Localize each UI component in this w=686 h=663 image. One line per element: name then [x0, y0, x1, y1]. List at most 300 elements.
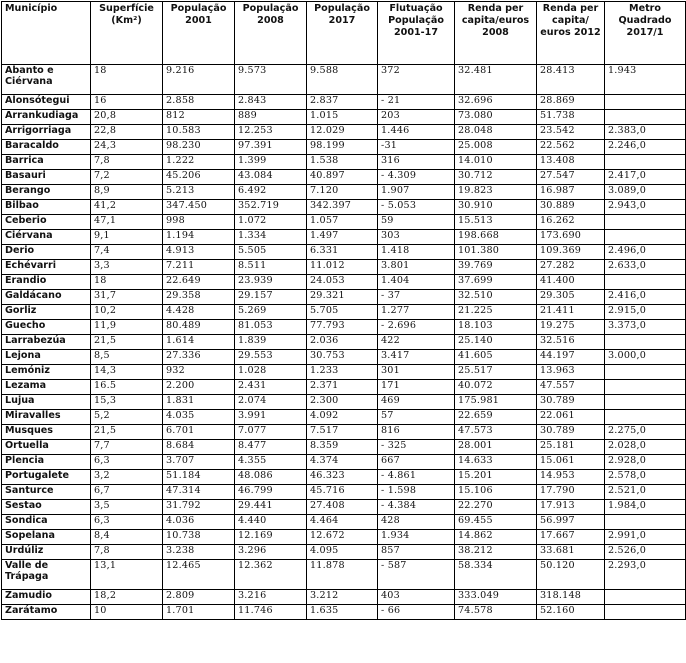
populacao-2008-cell: 81.053	[235, 320, 307, 335]
metro-quadrado-cell: 2.526,0	[605, 545, 686, 560]
populacao-2008-cell: 43.084	[235, 170, 307, 185]
flutuacao-cell: 667	[378, 455, 455, 470]
renda-2008-cell: 19.823	[455, 185, 537, 200]
municipio-cell: Alonsótegui	[2, 95, 91, 110]
populacao-2008-cell: 4.440	[235, 515, 307, 530]
superficie-cell: 8,5	[91, 350, 163, 365]
metro-quadrado-cell: 2.943,0	[605, 200, 686, 215]
flutuacao-cell: 3.417	[378, 350, 455, 365]
populacao-2017-cell: 6.331	[307, 245, 378, 260]
table-row	[2, 410, 686, 425]
municipio-cell: Plencia	[2, 455, 91, 470]
renda-2008-cell: 47.573	[455, 425, 537, 440]
renda-2008-cell: 101.380	[455, 245, 537, 260]
renda-2008-cell: 198.668	[455, 230, 537, 245]
header-superficie: Superfície (Km²)	[91, 2, 163, 65]
populacao-2001-cell: 4.035	[163, 410, 235, 425]
superficie-cell: 47,1	[91, 215, 163, 230]
populacao-2001-cell: 27.336	[163, 350, 235, 365]
populacao-2017-cell: 1.057	[307, 215, 378, 230]
superficie-cell: 6,3	[91, 515, 163, 530]
table-row	[2, 590, 686, 605]
superficie-cell: 16.5	[91, 380, 163, 395]
populacao-2008-cell: 3.991	[235, 410, 307, 425]
renda-2008-cell: 25.008	[455, 140, 537, 155]
renda-2012-cell: 14.953	[537, 470, 605, 485]
table-row	[2, 500, 686, 515]
renda-2012-cell: 50.120	[537, 560, 605, 590]
flutuacao-cell: 857	[378, 545, 455, 560]
superficie-cell: 8,9	[91, 185, 163, 200]
populacao-2008-cell: 889	[235, 110, 307, 125]
metro-quadrado-cell: 3.089,0	[605, 185, 686, 200]
renda-2012-cell: 318.148	[537, 590, 605, 605]
renda-2008-cell: 14.010	[455, 155, 537, 170]
municipio-cell: Barrica	[2, 155, 91, 170]
municipio-cell: Sondica	[2, 515, 91, 530]
populacao-2017-cell: 12.672	[307, 530, 378, 545]
populacao-2008-cell: 2.074	[235, 395, 307, 410]
table-row	[2, 245, 686, 260]
municipio-cell: Ceberio	[2, 215, 91, 230]
populacao-2001-cell: 2.200	[163, 380, 235, 395]
municipio-cell: Lujua	[2, 395, 91, 410]
table-row	[2, 605, 686, 620]
flutuacao-cell: 1.418	[378, 245, 455, 260]
municipio-cell: Lezama	[2, 380, 91, 395]
populacao-2008-cell: 29.553	[235, 350, 307, 365]
renda-2008-cell: 14.862	[455, 530, 537, 545]
table-row	[2, 485, 686, 500]
renda-2008-cell: 40.072	[455, 380, 537, 395]
renda-2008-cell: 73.080	[455, 110, 537, 125]
flutuacao-cell: 1.277	[378, 305, 455, 320]
renda-2012-cell: 28.869	[537, 95, 605, 110]
superficie-cell: 7,8	[91, 155, 163, 170]
renda-2012-cell: 17.790	[537, 485, 605, 500]
renda-2008-cell: 32.481	[455, 65, 537, 95]
renda-2012-cell: 52.160	[537, 605, 605, 620]
superficie-cell: 9,1	[91, 230, 163, 245]
metro-quadrado-cell: 2.991,0	[605, 530, 686, 545]
populacao-2001-cell: 98.230	[163, 140, 235, 155]
flutuacao-cell: 403	[378, 590, 455, 605]
table-row	[2, 455, 686, 470]
populacao-2001-cell: 1.831	[163, 395, 235, 410]
populacao-2017-cell: 8.359	[307, 440, 378, 455]
renda-2008-cell: 15.201	[455, 470, 537, 485]
flutuacao-cell: 1.907	[378, 185, 455, 200]
populacao-2001-cell: 4.428	[163, 305, 235, 320]
populacao-2017-cell: 4.464	[307, 515, 378, 530]
populacao-2001-cell: 812	[163, 110, 235, 125]
flutuacao-cell: 1.446	[378, 125, 455, 140]
populacao-2017-cell: 7.120	[307, 185, 378, 200]
metro-quadrado-cell: 2.293,0	[605, 560, 686, 590]
populacao-2008-cell: 1.399	[235, 155, 307, 170]
table-row	[2, 200, 686, 215]
metro-quadrado-cell	[605, 380, 686, 395]
populacao-2017-cell: 98.199	[307, 140, 378, 155]
renda-2008-cell: 15.106	[455, 485, 537, 500]
renda-2008-cell: 30.910	[455, 200, 537, 215]
metro-quadrado-cell: 2.521,0	[605, 485, 686, 500]
header-metro-quadrado: Metro Quadrado 2017/1	[605, 2, 686, 65]
populacao-2001-cell: 1.701	[163, 605, 235, 620]
flutuacao-cell: - 5.053	[378, 200, 455, 215]
renda-2008-cell: 32.696	[455, 95, 537, 110]
renda-2012-cell: 25.181	[537, 440, 605, 455]
metro-quadrado-cell: 2.417,0	[605, 170, 686, 185]
metro-quadrado-cell: 2.633,0	[605, 260, 686, 275]
metro-quadrado-cell: 3.000,0	[605, 350, 686, 365]
renda-2012-cell: 28.413	[537, 65, 605, 95]
superficie-cell: 3,2	[91, 470, 163, 485]
metro-quadrado-cell: 2.578,0	[605, 470, 686, 485]
header-flutuacao: Flutuação População 2001-17	[378, 2, 455, 65]
table-row	[2, 65, 686, 95]
table-row	[2, 395, 686, 410]
metro-quadrado-cell	[605, 605, 686, 620]
populacao-2008-cell: 5.505	[235, 245, 307, 260]
populacao-2017-cell: 1.233	[307, 365, 378, 380]
populacao-2008-cell: 6.492	[235, 185, 307, 200]
municipio-cell: Baracaldo	[2, 140, 91, 155]
table-row	[2, 185, 686, 200]
populacao-2001-cell: 6.701	[163, 425, 235, 440]
metro-quadrado-cell	[605, 110, 686, 125]
table-row	[2, 320, 686, 335]
flutuacao-cell: 1.934	[378, 530, 455, 545]
table-row	[2, 365, 686, 380]
superficie-cell: 6,3	[91, 455, 163, 470]
renda-2012-cell: 173.690	[537, 230, 605, 245]
superficie-cell: 22,8	[91, 125, 163, 140]
populacao-2008-cell: 1.072	[235, 215, 307, 230]
header-renda-2012: Renda per capita/ euros 2012	[537, 2, 605, 65]
flutuacao-cell: 59	[378, 215, 455, 230]
header-populacao-2001: População 2001	[163, 2, 235, 65]
populacao-2008-cell: 8.477	[235, 440, 307, 455]
municipio-cell: Sestao	[2, 500, 91, 515]
municipio-cell: Echévarri	[2, 260, 91, 275]
populacao-2017-cell: 3.212	[307, 590, 378, 605]
populacao-2001-cell: 932	[163, 365, 235, 380]
populacao-2008-cell: 1.028	[235, 365, 307, 380]
superficie-cell: 15,3	[91, 395, 163, 410]
superficie-cell: 14,3	[91, 365, 163, 380]
superficie-cell: 31,7	[91, 290, 163, 305]
populacao-2017-cell: 1.538	[307, 155, 378, 170]
metro-quadrado-cell	[605, 95, 686, 110]
header-populacao-2008: População 2008	[235, 2, 307, 65]
populacao-2008-cell: 1.334	[235, 230, 307, 245]
populacao-2017-cell: 11.878	[307, 560, 378, 590]
populacao-2017-cell: 46.323	[307, 470, 378, 485]
table-row	[2, 350, 686, 365]
renda-2012-cell: 19.275	[537, 320, 605, 335]
municipio-cell: Portugalete	[2, 470, 91, 485]
populacao-2001-cell: 1.194	[163, 230, 235, 245]
populacao-2008-cell: 2.843	[235, 95, 307, 110]
renda-2012-cell: 33.681	[537, 545, 605, 560]
populacao-2017-cell: 1.497	[307, 230, 378, 245]
municipio-cell: Valle de Trápaga	[2, 560, 91, 590]
metro-quadrado-cell: 2.028,0	[605, 440, 686, 455]
renda-2012-cell: 16.262	[537, 215, 605, 230]
populacao-2017-cell: 27.408	[307, 500, 378, 515]
populacao-2017-cell: 4.092	[307, 410, 378, 425]
renda-2012-cell: 23.542	[537, 125, 605, 140]
municipio-cell: Miravalles	[2, 410, 91, 425]
table-row	[2, 335, 686, 350]
metro-quadrado-cell	[605, 215, 686, 230]
table-row	[2, 215, 686, 230]
superficie-cell: 7,4	[91, 245, 163, 260]
table-row	[2, 170, 686, 185]
flutuacao-cell: - 325	[378, 440, 455, 455]
populacao-2017-cell: 1.015	[307, 110, 378, 125]
populacao-2008-cell: 12.253	[235, 125, 307, 140]
renda-2012-cell: 21.411	[537, 305, 605, 320]
municipality-data-table	[1, 1, 686, 620]
populacao-2001-cell: 347.450	[163, 200, 235, 215]
superficie-cell: 16	[91, 95, 163, 110]
table-row	[2, 530, 686, 545]
superficie-cell: 7,8	[91, 545, 163, 560]
populacao-2001-cell: 22.649	[163, 275, 235, 290]
flutuacao-cell: 469	[378, 395, 455, 410]
populacao-2008-cell: 29.441	[235, 500, 307, 515]
superficie-cell: 41,2	[91, 200, 163, 215]
municipio-cell: Gorliz	[2, 305, 91, 320]
metro-quadrado-cell	[605, 275, 686, 290]
table-row	[2, 140, 686, 155]
renda-2012-cell: 22.562	[537, 140, 605, 155]
populacao-2001-cell: 47.314	[163, 485, 235, 500]
renda-2008-cell: 32.510	[455, 290, 537, 305]
populacao-2008-cell: 12.169	[235, 530, 307, 545]
populacao-2001-cell: 2.809	[163, 590, 235, 605]
flutuacao-cell: - 66	[378, 605, 455, 620]
table-row	[2, 545, 686, 560]
populacao-2008-cell: 3.216	[235, 590, 307, 605]
flutuacao-cell: 303	[378, 230, 455, 245]
renda-2012-cell: 30.889	[537, 200, 605, 215]
table-row	[2, 440, 686, 455]
flutuacao-cell: 372	[378, 65, 455, 95]
flutuacao-cell: 816	[378, 425, 455, 440]
populacao-2001-cell: 1.222	[163, 155, 235, 170]
populacao-2008-cell: 8.511	[235, 260, 307, 275]
populacao-2017-cell: 77.793	[307, 320, 378, 335]
table-body	[2, 65, 686, 620]
municipio-cell: Lejona	[2, 350, 91, 365]
flutuacao-cell: - 587	[378, 560, 455, 590]
flutuacao-cell: 316	[378, 155, 455, 170]
populacao-2001-cell: 1.614	[163, 335, 235, 350]
municipio-cell: Zamudio	[2, 590, 91, 605]
superficie-cell: 6,7	[91, 485, 163, 500]
populacao-2001-cell: 80.489	[163, 320, 235, 335]
superficie-cell: 24,3	[91, 140, 163, 155]
renda-2012-cell: 51.738	[537, 110, 605, 125]
superficie-cell: 11,9	[91, 320, 163, 335]
populacao-2001-cell: 4.036	[163, 515, 235, 530]
metro-quadrado-cell	[605, 590, 686, 605]
metro-quadrado-cell	[605, 395, 686, 410]
flutuacao-cell: -31	[378, 140, 455, 155]
populacao-2008-cell: 2.431	[235, 380, 307, 395]
metro-quadrado-cell: 2.416,0	[605, 290, 686, 305]
renda-2012-cell: 15.061	[537, 455, 605, 470]
metro-quadrado-cell	[605, 515, 686, 530]
renda-2008-cell: 15.513	[455, 215, 537, 230]
renda-2012-cell: 109.369	[537, 245, 605, 260]
table-row	[2, 155, 686, 170]
populacao-2001-cell: 10.583	[163, 125, 235, 140]
table-row	[2, 230, 686, 245]
renda-2008-cell: 21.225	[455, 305, 537, 320]
flutuacao-cell: 422	[378, 335, 455, 350]
renda-2008-cell: 25.140	[455, 335, 537, 350]
superficie-cell: 18	[91, 275, 163, 290]
populacao-2001-cell: 998	[163, 215, 235, 230]
populacao-2008-cell: 5.269	[235, 305, 307, 320]
flutuacao-cell: - 1.598	[378, 485, 455, 500]
renda-2012-cell: 41.400	[537, 275, 605, 290]
metro-quadrado-cell: 3.373,0	[605, 320, 686, 335]
renda-2008-cell: 28.001	[455, 440, 537, 455]
metro-quadrado-cell	[605, 155, 686, 170]
renda-2008-cell: 22.270	[455, 500, 537, 515]
superficie-cell: 7,2	[91, 170, 163, 185]
populacao-2017-cell: 30.753	[307, 350, 378, 365]
superficie-cell: 10,2	[91, 305, 163, 320]
populacao-2001-cell: 51.184	[163, 470, 235, 485]
superficie-cell: 3,5	[91, 500, 163, 515]
populacao-2017-cell: 24.053	[307, 275, 378, 290]
flutuacao-cell: 1.404	[378, 275, 455, 290]
renda-2012-cell: 27.547	[537, 170, 605, 185]
municipio-cell: Erandio	[2, 275, 91, 290]
superficie-cell: 8,4	[91, 530, 163, 545]
renda-2008-cell: 333.049	[455, 590, 537, 605]
populacao-2017-cell: 4.095	[307, 545, 378, 560]
renda-2012-cell: 30.789	[537, 425, 605, 440]
populacao-2001-cell: 5.213	[163, 185, 235, 200]
superficie-cell: 5,2	[91, 410, 163, 425]
renda-2008-cell: 38.212	[455, 545, 537, 560]
populacao-2001-cell: 31.792	[163, 500, 235, 515]
populacao-2008-cell: 7.077	[235, 425, 307, 440]
populacao-2017-cell: 12.029	[307, 125, 378, 140]
municipio-cell: Ortuella	[2, 440, 91, 455]
renda-2008-cell: 175.981	[455, 395, 537, 410]
municipio-cell: Abanto e Ciérvana	[2, 65, 91, 95]
flutuacao-cell: 428	[378, 515, 455, 530]
populacao-2017-cell: 11.012	[307, 260, 378, 275]
renda-2008-cell: 58.334	[455, 560, 537, 590]
flutuacao-cell: - 4.384	[378, 500, 455, 515]
municipio-cell: Zarátamo	[2, 605, 91, 620]
renda-2012-cell: 56.997	[537, 515, 605, 530]
populacao-2017-cell: 2.036	[307, 335, 378, 350]
populacao-2001-cell: 4.913	[163, 245, 235, 260]
superficie-cell: 21,5	[91, 335, 163, 350]
renda-2008-cell: 28.048	[455, 125, 537, 140]
renda-2012-cell: 22.061	[537, 410, 605, 425]
header-renda-2008: Renda per capita/euros 2008	[455, 2, 537, 65]
populacao-2017-cell: 29.321	[307, 290, 378, 305]
renda-2012-cell: 17.667	[537, 530, 605, 545]
populacao-2008-cell: 29.157	[235, 290, 307, 305]
renda-2008-cell: 39.769	[455, 260, 537, 275]
table-row	[2, 110, 686, 125]
municipio-cell: Derio	[2, 245, 91, 260]
table-row	[2, 125, 686, 140]
superficie-cell: 10	[91, 605, 163, 620]
flutuacao-cell: 3.801	[378, 260, 455, 275]
renda-2008-cell: 25.517	[455, 365, 537, 380]
flutuacao-cell: - 2.696	[378, 320, 455, 335]
municipio-cell: Urdúliz	[2, 545, 91, 560]
municipio-cell: Bilbao	[2, 200, 91, 215]
municipio-cell: Larrabezúa	[2, 335, 91, 350]
superficie-cell: 13,1	[91, 560, 163, 590]
populacao-2008-cell: 3.296	[235, 545, 307, 560]
metro-quadrado-cell: 1.943	[605, 65, 686, 95]
renda-2008-cell: 69.455	[455, 515, 537, 530]
table-row	[2, 560, 686, 590]
table-row	[2, 305, 686, 320]
populacao-2017-cell: 4.374	[307, 455, 378, 470]
renda-2012-cell: 27.282	[537, 260, 605, 275]
municipio-cell: Arrigorriaga	[2, 125, 91, 140]
table-row	[2, 470, 686, 485]
table-row	[2, 275, 686, 290]
populacao-2017-cell: 2.371	[307, 380, 378, 395]
renda-2012-cell: 13.408	[537, 155, 605, 170]
municipio-cell: Galdácano	[2, 290, 91, 305]
metro-quadrado-cell: 2.496,0	[605, 245, 686, 260]
metro-quadrado-cell: 2.915,0	[605, 305, 686, 320]
municipio-cell: Guecho	[2, 320, 91, 335]
renda-2008-cell: 74.578	[455, 605, 537, 620]
renda-2012-cell: 17.913	[537, 500, 605, 515]
populacao-2017-cell: 9.588	[307, 65, 378, 95]
municipio-cell: Berango	[2, 185, 91, 200]
populacao-2001-cell: 29.358	[163, 290, 235, 305]
municipio-cell: Santurce	[2, 485, 91, 500]
renda-2012-cell: 32.516	[537, 335, 605, 350]
renda-2012-cell: 29.305	[537, 290, 605, 305]
municipio-cell: Lemóniz	[2, 365, 91, 380]
populacao-2008-cell: 97.391	[235, 140, 307, 155]
populacao-2017-cell: 1.635	[307, 605, 378, 620]
flutuacao-cell: 203	[378, 110, 455, 125]
renda-2008-cell: 22.659	[455, 410, 537, 425]
superficie-cell: 3,3	[91, 260, 163, 275]
flutuacao-cell: - 37	[378, 290, 455, 305]
populacao-2008-cell: 1.839	[235, 335, 307, 350]
municipio-cell: Arrankudiaga	[2, 110, 91, 125]
populacao-2017-cell: 40.897	[307, 170, 378, 185]
populacao-2017-cell: 342.397	[307, 200, 378, 215]
flutuacao-cell: 171	[378, 380, 455, 395]
renda-2012-cell: 47.557	[537, 380, 605, 395]
renda-2012-cell: 44.197	[537, 350, 605, 365]
